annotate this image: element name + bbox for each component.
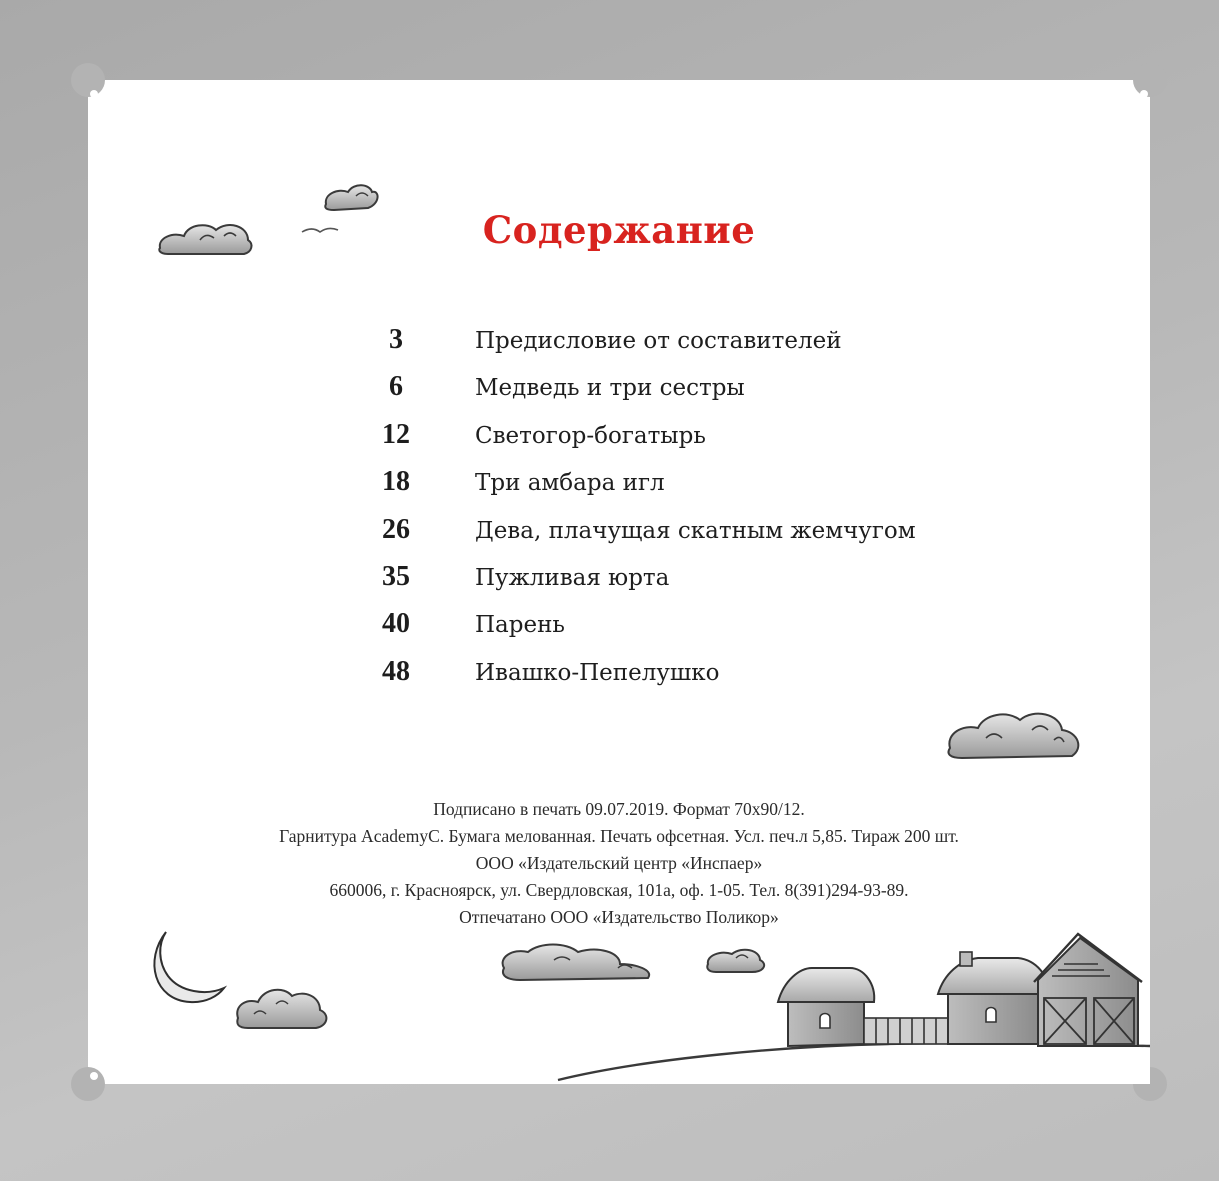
imprint-line: Отпечатано ООО «Издательство Поликор» <box>459 907 779 927</box>
imprint-line: ООО «Издательский центр «Инспаер» <box>475 853 763 873</box>
cloud-right-icon <box>949 714 1079 758</box>
imprint-line: 660006, г. Красноярск, ул. Свердловская, 101а, оф. 1-05. Тел. 8(391)294-93-89. <box>329 880 909 900</box>
toc-page-number: 40 <box>382 608 410 640</box>
toc-entry-title: Парень <box>475 612 565 639</box>
toc-entry <box>356 419 956 466</box>
toc-entry <box>356 324 956 371</box>
book-page <box>88 80 1150 1084</box>
toc-entry-title: Три амбара игл <box>475 470 665 497</box>
cloud-small-top-icon <box>325 185 377 210</box>
toc-page-number: 48 <box>382 655 410 687</box>
toc-page-number: 18 <box>382 466 410 498</box>
toc-entry-title: Медведь и три сестры <box>475 375 745 402</box>
toc-entry-title: Предисловие от составителей <box>475 328 842 354</box>
toc-entry-title: Пужливая юрта <box>475 564 670 591</box>
cloud-bottom-small-icon <box>707 950 764 972</box>
toc-page-number: 26 <box>382 513 410 545</box>
moon-icon <box>154 932 224 1002</box>
imprint-line: Гарнитура AcademyC. Бумага мелованная. Печать офсетная. Усл. печ.л 5,85. Тираж 200 шт. <box>279 826 959 846</box>
village-houses-icon <box>778 934 1142 1046</box>
toc-entry <box>356 371 956 418</box>
cloud-bottom-middle-icon <box>503 945 650 981</box>
toc-entry-title: Ивашко-Пепелушко <box>475 659 720 686</box>
toc-entry <box>356 561 956 608</box>
imprint-block <box>88 796 1150 931</box>
toc-entry <box>356 608 956 655</box>
imprint-line: Подписано в печать 09.07.2019. Формат 70х90/12. <box>433 799 805 819</box>
toc-entry-title: Светогор-богатырь <box>475 422 706 449</box>
toc-entry <box>356 656 956 703</box>
toc-page-number: 12 <box>382 418 410 450</box>
hill-ground <box>558 1045 1150 1084</box>
toc-entry <box>356 514 956 561</box>
toc-page-number: 3 <box>389 324 403 355</box>
toc-entry <box>356 466 956 513</box>
page-title: Содержание <box>482 208 756 252</box>
toc-page-number: 6 <box>389 371 403 403</box>
toc-page-number: 35 <box>382 560 410 592</box>
table-of-contents <box>356 324 956 703</box>
toc-entry-title: Дева, плачущая скатным жемчугом <box>475 517 916 544</box>
cloud-bottom-left-icon <box>237 990 326 1028</box>
